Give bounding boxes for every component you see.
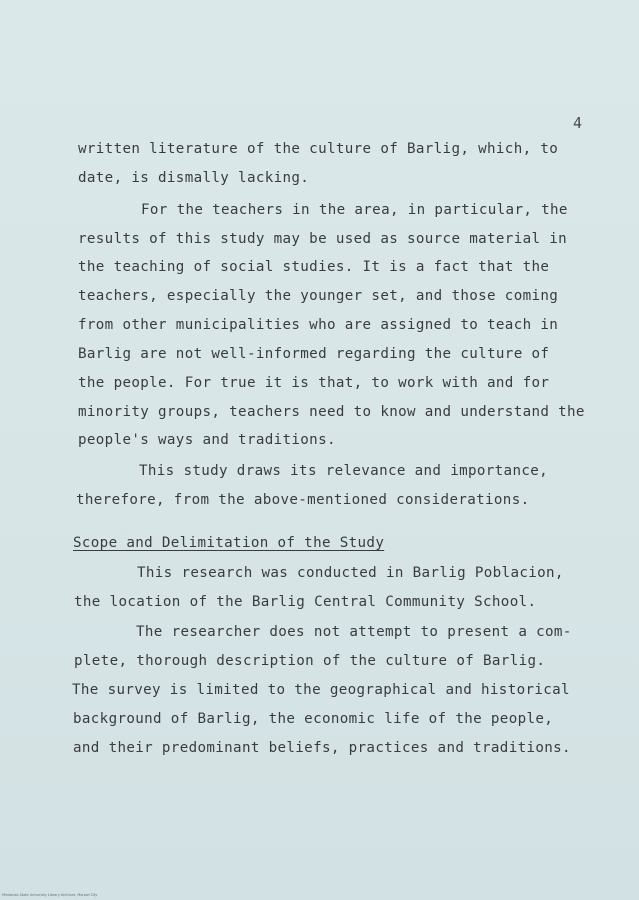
text-line: This study draws its relevance and importance,: [139, 463, 549, 479]
archive-footer: Mindanao State University Library Archives, Marawi City: [2, 893, 98, 897]
text-line: people's ways and traditions.: [78, 432, 336, 448]
text-line: date, is dismally lacking.: [78, 170, 310, 186]
section-heading: Scope and Delimitation of the Study: [73, 535, 385, 551]
text-line: the teaching of social studies. It is a fact that the: [78, 259, 550, 275]
text-line: plete, thorough description of the culture of Barlig.: [74, 653, 546, 669]
text-line: The researcher does not attempt to present a com-: [136, 624, 572, 640]
text-line: from other municipalities who are assigned to teach in: [78, 317, 559, 333]
text-line: The survey is limited to the geographical and historical: [72, 682, 570, 698]
text-line: therefore, from the above-mentioned considerations.: [76, 492, 530, 508]
page-number: 4: [573, 114, 583, 132]
text-line: teachers, especially the younger set, and those coming: [78, 288, 559, 304]
text-line: This research was conducted in Barlig Poblacion,: [137, 565, 564, 581]
text-line: For the teachers in the area, in particular, the: [141, 202, 568, 218]
text-line: written literature of the culture of Barlig, which, to: [78, 141, 559, 157]
text-line: background of Barlig, the economic life of the people,: [73, 711, 554, 727]
text-line: Barlig are not well-informed regarding the culture of: [78, 346, 550, 362]
text-line: the location of the Barlig Central Community School.: [74, 594, 537, 610]
text-line: results of this study may be used as source material in: [78, 231, 568, 247]
text-line: minority groups, teachers need to know and understand the: [78, 404, 585, 420]
text-line: the people. For true it is that, to work with and for: [78, 375, 550, 391]
text-line: and their predominant beliefs, practices and traditions.: [73, 740, 571, 756]
